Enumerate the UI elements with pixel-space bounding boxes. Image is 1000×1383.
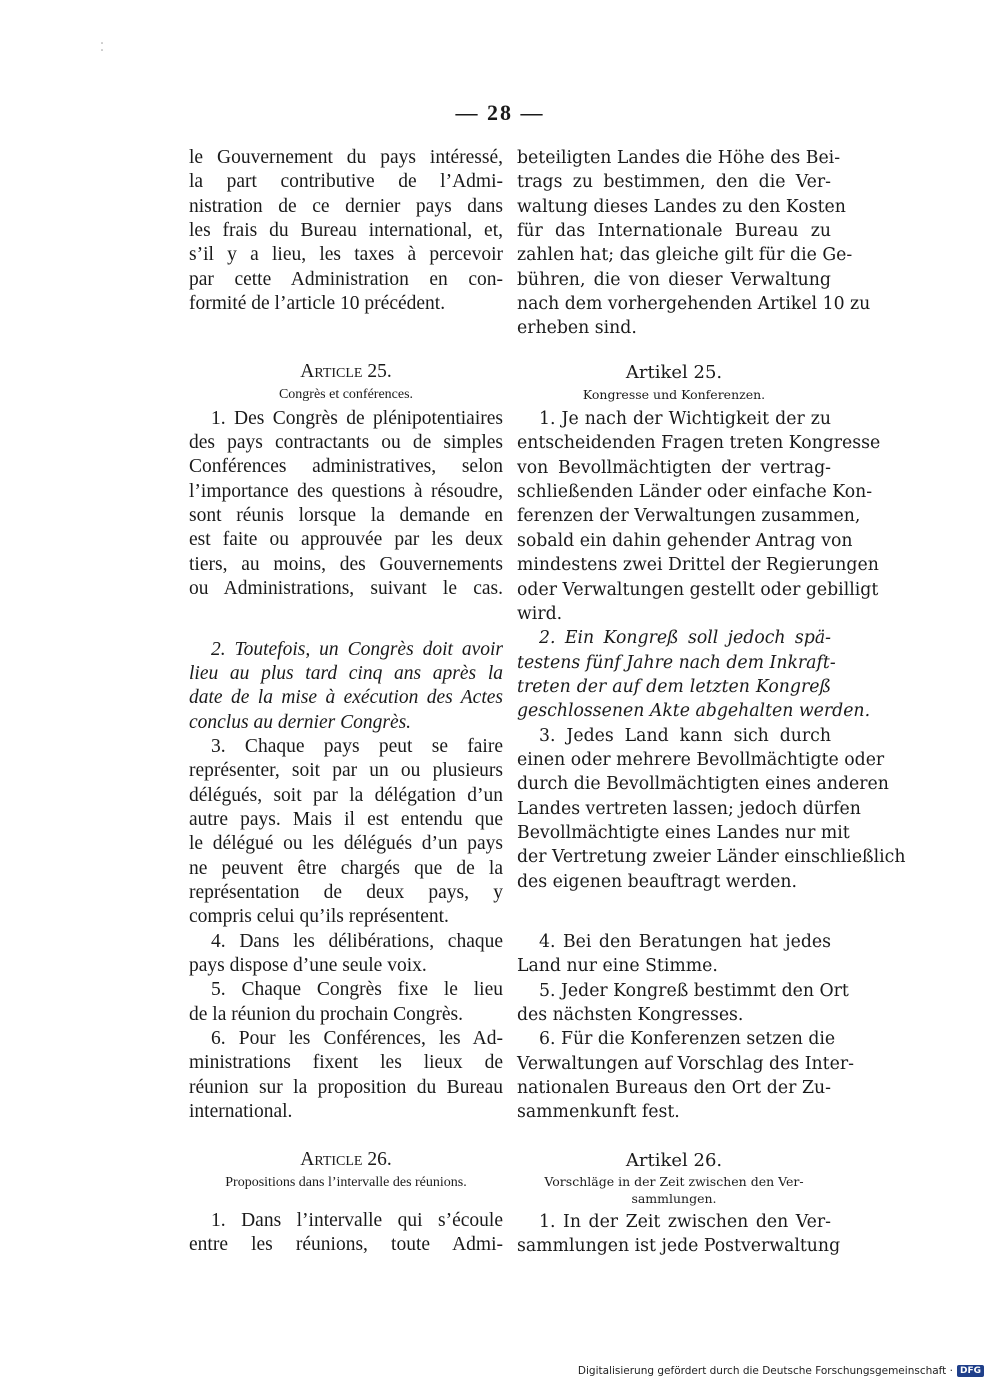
- text-line: tiers, au moins, des Gouvernements: [189, 553, 503, 575]
- paragraph: [189, 735, 503, 930]
- text-line: sammlungen ist jede Postverwaltung: [517, 1236, 841, 1257]
- text-line: 1. Je nach der Wichtigkeit der zu: [539, 409, 831, 430]
- paragraph: [189, 1209, 503, 1258]
- text-line: Landes vertreten lassen; jedoch dürfen: [517, 798, 861, 819]
- text-line: représenter, soit par un ou plusieurs: [189, 760, 503, 782]
- text-line: trags zu bestimmen, den die Ver-: [517, 172, 831, 193]
- text-line: ou Administrations, suivant le cas.: [189, 578, 503, 600]
- text-line: ne peuvent être chargés que de la: [189, 857, 503, 879]
- text-line: lieu au plus tard cinq ans après la: [189, 662, 503, 684]
- paragraph: [189, 978, 503, 1027]
- text-line: durch die Bevollmächtigten eines anderen: [517, 774, 889, 795]
- paragraph: [517, 626, 871, 723]
- text-line: l’importance des questions à résoudre,: [189, 480, 503, 502]
- text-line: de la réunion du prochain Congrès.: [189, 1003, 464, 1025]
- text-line: von Bevollmächtigten der vertrag-: [517, 457, 831, 478]
- french-column: [189, 146, 503, 1257]
- paragraph: [189, 930, 503, 979]
- text-line: 4. Dans les délibérations, chaque: [211, 930, 503, 952]
- text-line: zahlen hat; das gleiche gilt für die Ge-: [517, 245, 853, 266]
- paragraph: [189, 407, 503, 602]
- article-subheading: Congrès et conférences.: [278, 386, 414, 402]
- article-heading: Article 25.: [300, 361, 392, 383]
- article-subheading: Kongresse und Konferenzen.: [582, 387, 766, 403]
- text-line: délégués, soit par la délégation d’un: [189, 784, 503, 806]
- text-line: 3. Jedes Land kann sich durch: [539, 725, 831, 746]
- text-line: Bevollmächtigte eines Landes nur mit: [517, 822, 850, 843]
- page-number: — 28 —: [455, 100, 545, 125]
- scan-specks: [100, 40, 104, 52]
- text-line: entscheidenden Fragen treten Kongresse: [517, 433, 881, 454]
- text-line: 6. Pour les Conférences, les Ad-: [211, 1028, 503, 1049]
- text-line: oder Verwaltungen gestellt oder gebilligt: [517, 579, 879, 600]
- text-line: nistration de ce dernier pays dans: [189, 195, 503, 217]
- text-line: geschlossenen Akte abgehalten werden.: [517, 701, 871, 722]
- paragraph: [517, 1027, 854, 1124]
- paragraph: [189, 1027, 503, 1124]
- text-line: der Vertretung zweier Länder einschließlich: [517, 847, 906, 868]
- text-line: 1. Des Congrès de plénipotentiaires: [211, 407, 503, 429]
- text-line: des pays contractants ou de simples: [189, 432, 503, 454]
- text-line: treten der auf dem letzten Kongreß: [517, 676, 831, 697]
- text-line: testens fünf Jahre nach dem Inkraft-: [517, 652, 836, 673]
- article-heading: Artikel 26.: [625, 1149, 723, 1171]
- paragraph: [517, 979, 849, 1028]
- digitization-footer: [578, 1365, 984, 1377]
- text-line: 1. Dans l’intervalle qui s’écoule: [211, 1209, 503, 1231]
- text-line: Conférences administratives, selon: [189, 456, 503, 478]
- text-line: erheben sind.: [517, 318, 637, 339]
- article-heading: Artikel 25.: [625, 361, 723, 383]
- text-line: nach dem vorhergehenden Artikel 10 zu: [517, 294, 871, 315]
- text-line: des eigenen beauftragt werden.: [517, 871, 797, 892]
- text-line: international.: [189, 1101, 293, 1123]
- article-heading: Article 26.: [300, 1149, 392, 1171]
- text-line: 1. In der Zeit zwischen den Ver-: [539, 1212, 831, 1233]
- text-line: par cette Administration en con-: [189, 268, 503, 290]
- article-subheading-line: sammlungen.: [631, 1191, 717, 1207]
- text-line: 4. Bei den Beratungen hat jedes: [539, 931, 831, 952]
- text-line: Land nur eine Stimme.: [517, 956, 718, 977]
- text-line: entre les réunions, toute Admi-: [189, 1234, 503, 1256]
- text-line: waltung dieses Landes zu den Kosten: [517, 196, 846, 217]
- french-intro: [189, 146, 503, 316]
- german-intro: [517, 146, 871, 341]
- text-line: beteiligten Landes die Höhe des Bei-: [517, 148, 841, 168]
- text-line: bühren, die von dieser Verwaltung: [517, 269, 831, 290]
- article-subheading: Propositions dans l’intervalle des réunions.: [225, 1174, 467, 1190]
- text-line: einen oder mehrere Bevollmächtigte oder: [517, 749, 885, 770]
- text-line: Verwaltungen auf Vorschlag des Inter-: [517, 1053, 854, 1074]
- text-line: 2. Ein Kongreß soll jedoch spä-: [539, 628, 831, 649]
- text-line: 5. Jeder Kongreß bestimmt den Ort: [539, 980, 849, 1001]
- text-line: ministrations fixent les lieux de: [189, 1052, 503, 1074]
- text-line: des nächsten Kongresses.: [517, 1005, 744, 1025]
- text-line: autre pays. Mais il est entendu que: [189, 808, 503, 830]
- paragraph: [189, 638, 503, 735]
- article-subheading-line: Vorschläge in der Zeit zwischen den Ver-: [544, 1174, 804, 1190]
- paragraph: [517, 407, 881, 626]
- paragraph: [517, 1210, 841, 1259]
- paragraph: [517, 930, 831, 979]
- text-line: 3. Chaque pays peut se faire: [211, 735, 503, 757]
- footer-text: Digitalisierung gefördert durch die Deutsche Forschungsgemeinschaft ·: [577, 1365, 953, 1377]
- text-line: sobald ein dahin gehender Antrag von: [517, 530, 853, 551]
- text-line: 5. Chaque Congrès fixe le lieu: [211, 979, 503, 1001]
- text-line: sammenkunft fest.: [517, 1102, 680, 1123]
- text-line: ferenzen der Verwaltungen zusammen,: [517, 506, 861, 527]
- text-line: le délégué ou les délégués d’un pays: [189, 833, 503, 855]
- dfg-logo-icon: DFG: [957, 1365, 984, 1377]
- text-line: représentation de deux pays, y: [189, 881, 503, 903]
- text-line: schließenden Länder oder einfache Kon-: [517, 482, 873, 503]
- text-line: für das Internationale Bureau zu: [517, 221, 831, 242]
- text-line: les frais du Bureau international, et,: [189, 220, 503, 242]
- text-line: réunion sur la proposition du Bureau: [189, 1076, 503, 1098]
- text-line: date de la mise à exécution des Actes: [189, 687, 503, 709]
- text-line: le Gouvernement du pays intéressé,: [189, 147, 503, 168]
- text-line: mindestens zwei Drittel der Regierungen: [517, 555, 879, 576]
- text-line: s’il y a lieu, les taxes à percevoir: [189, 244, 503, 266]
- text-line: conclus au dernier Congrès.: [189, 711, 412, 733]
- text-line: 6. Für die Konferenzen setzen die: [539, 1029, 836, 1050]
- paragraph: [517, 724, 906, 894]
- text-line: formité de l’article 10 précédent.: [189, 293, 446, 315]
- text-line: sont réunis lorsque la demande en: [189, 505, 503, 527]
- text-line: wird.: [517, 603, 563, 624]
- text-line: la part contributive de l’Admi-: [189, 171, 503, 193]
- text-line: est faite ou approuvée par les deux: [189, 529, 503, 551]
- text-line: nationalen Bureaus den Ort der Zu-: [517, 1078, 831, 1099]
- text-line: pays dispose d’une seule voix.: [189, 954, 427, 976]
- text-line: 2. Toutefois, un Congrès doit avoir: [211, 638, 503, 660]
- text-line: compris celui qu’ils représentent.: [189, 906, 449, 928]
- german-column: [517, 146, 906, 1259]
